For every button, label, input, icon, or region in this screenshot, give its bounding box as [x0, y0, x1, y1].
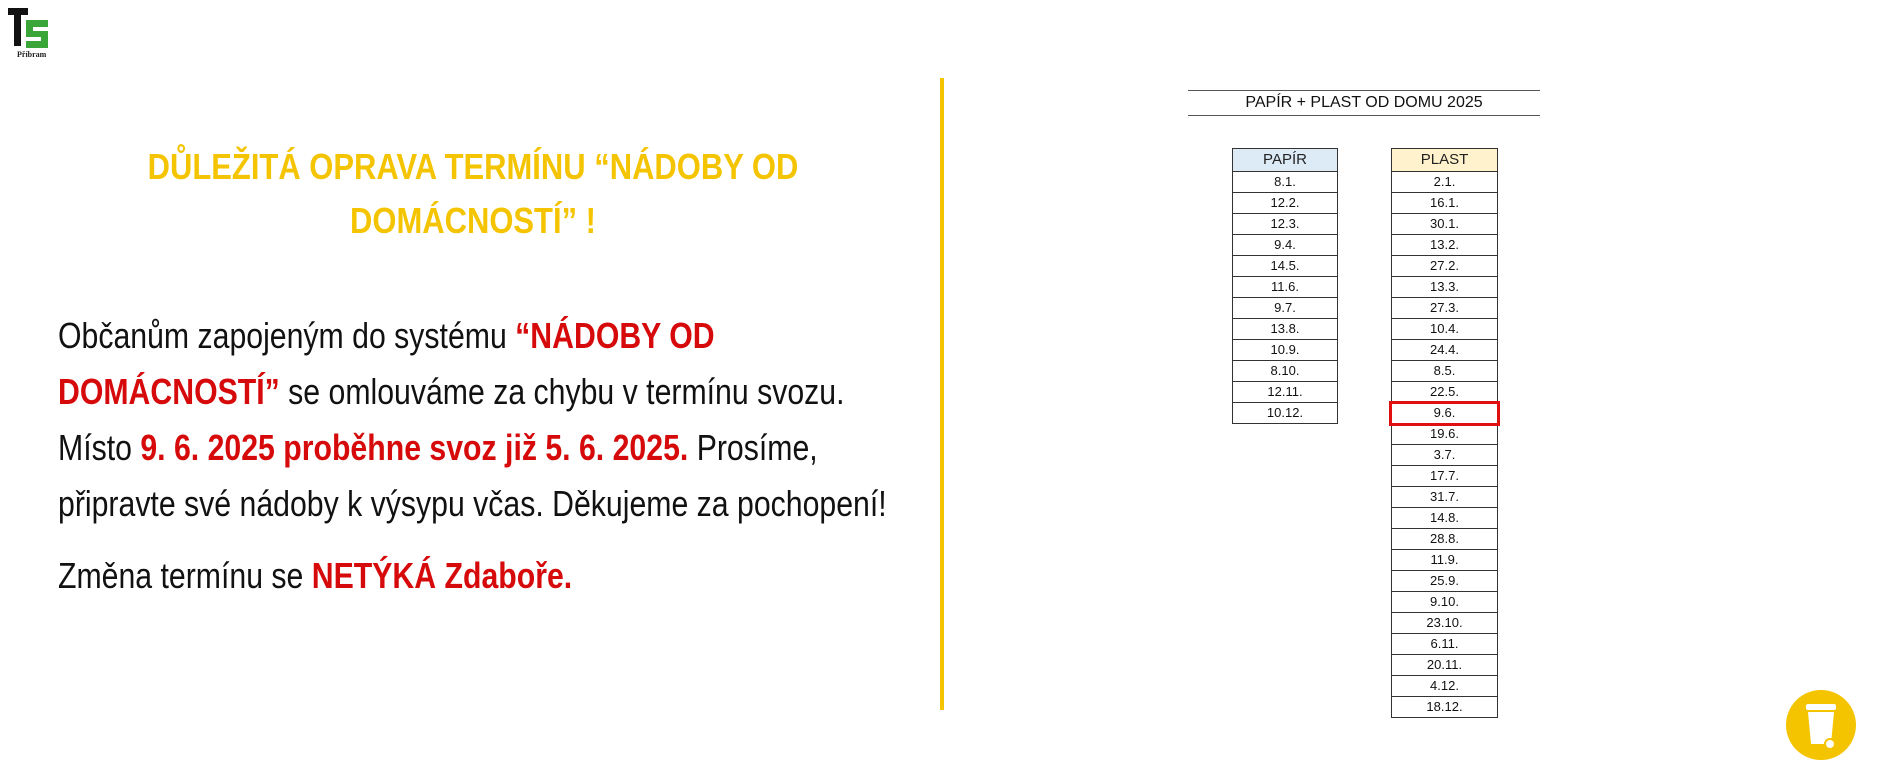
- papir-column: [1232, 148, 1338, 424]
- plast-date-cell: 13.3.: [1391, 277, 1498, 298]
- papir-date-cell: 8.1.: [1232, 172, 1338, 193]
- plast-date-cell: 18.12.: [1391, 697, 1498, 718]
- plast-date-list: [1391, 172, 1498, 718]
- plast-date-cell: 2.1.: [1391, 172, 1498, 193]
- plast-date-cell: 8.5.: [1391, 361, 1498, 382]
- papir-date-cell: 12.11.: [1232, 382, 1338, 403]
- papir-date-cell: 11.6.: [1232, 277, 1338, 298]
- papir-date-cell: 8.10.: [1232, 361, 1338, 382]
- trash-bin-glyph: [1786, 690, 1856, 760]
- plast-date-cell: 22.5.: [1391, 382, 1498, 403]
- logo-caption: Příbram: [17, 50, 47, 59]
- ts-logo-mark: [6, 6, 52, 52]
- plast-date-cell: 9.6.: [1391, 403, 1498, 424]
- trash-bin-icon: [1786, 690, 1856, 760]
- plast-header: PLAST: [1391, 148, 1498, 172]
- plast-column: [1391, 148, 1498, 718]
- headline: [99, 140, 847, 248]
- announcement-body: [58, 308, 906, 604]
- papir-date-list: [1232, 172, 1338, 424]
- plast-date-cell: 25.9.: [1391, 571, 1498, 592]
- papir-header: PAPÍR: [1232, 148, 1338, 172]
- headline-line-2: DOMÁCNOSTÍ” !: [350, 200, 596, 241]
- plast-date-cell: 23.10.: [1391, 613, 1498, 634]
- p2-text-a: Změna termínu se: [58, 555, 312, 596]
- p1-text-e: Prosíme, připravte své nádoby k výsypu včas. Děkujeme za pochopení!: [58, 427, 887, 524]
- papir-date-cell: 12.2.: [1232, 193, 1338, 214]
- plast-date-cell: 19.6.: [1391, 424, 1498, 445]
- plast-date-cell: 28.8.: [1391, 529, 1498, 550]
- plast-date-cell: 30.1.: [1391, 214, 1498, 235]
- plast-date-cell: 17.7.: [1391, 466, 1498, 487]
- papir-date-cell: 9.4.: [1232, 235, 1338, 256]
- plast-date-cell: 27.3.: [1391, 298, 1498, 319]
- papir-date-cell: 9.7.: [1232, 298, 1338, 319]
- plast-date-cell: 20.11.: [1391, 655, 1498, 676]
- p2-exception: NETÝKÁ Zdaboře.: [311, 555, 573, 596]
- paragraph-2: [58, 548, 906, 604]
- plast-date-cell: 27.2.: [1391, 256, 1498, 277]
- schedule-title: PAPÍR + PLAST OD DOMU 2025: [1188, 90, 1540, 116]
- plast-date-cell: 14.8.: [1391, 508, 1498, 529]
- highlighted-date-marker: [1389, 401, 1500, 426]
- plast-date-cell: 9.10.: [1391, 592, 1498, 613]
- plast-date-cell: 24.4.: [1391, 340, 1498, 361]
- papir-date-cell: 10.9.: [1232, 340, 1338, 361]
- p1-text-c: se omlouváme za chybu v termínu svozu. Místo: [58, 371, 845, 468]
- vertical-divider: [940, 78, 944, 710]
- plast-date-cell: 31.7.: [1391, 487, 1498, 508]
- p1-text-a: Občanům zapojeným do systému: [58, 315, 516, 356]
- plast-date-cell: 13.2.: [1391, 235, 1498, 256]
- papir-date-cell: 14.5.: [1232, 256, 1338, 277]
- plast-date-cell: 11.9.: [1391, 550, 1498, 571]
- announcement: [58, 140, 908, 604]
- plast-date-cell: 3.7.: [1391, 445, 1498, 466]
- plast-date-cell: 10.4.: [1391, 319, 1498, 340]
- plast-date-cell: 6.11.: [1391, 634, 1498, 655]
- papir-date-cell: 10.12.: [1232, 403, 1338, 424]
- papir-date-cell: 12.3.: [1232, 214, 1338, 235]
- plast-date-cell: 4.12.: [1391, 676, 1498, 697]
- papir-date-cell: 13.8.: [1232, 319, 1338, 340]
- headline-line-1: DŮLEŽITÁ OPRAVA TERMÍNU “NÁDOBY OD: [147, 146, 799, 187]
- p1-date-change: 9. 6. 2025 proběhne svoz již 5. 6. 2025.: [140, 427, 689, 468]
- plast-date-cell: 16.1.: [1391, 193, 1498, 214]
- paragraph-1: [58, 308, 906, 532]
- p1-system-name: “NÁDOBY OD DOMÁCNOSTÍ”: [58, 315, 715, 412]
